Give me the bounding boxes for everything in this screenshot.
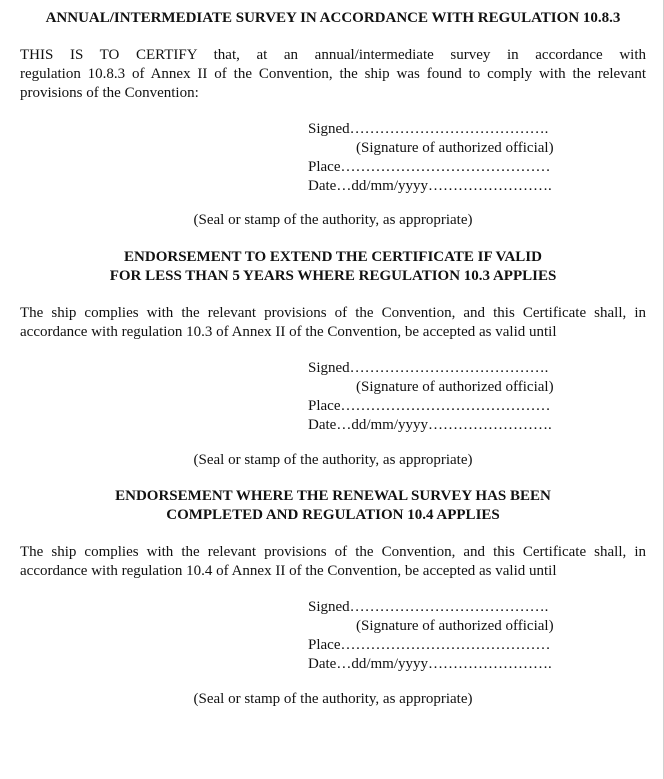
section-1-paragraph-line-1: THIS IS TO CERTIFY that, at an annual/intermediate survey in accordance with — [20, 47, 646, 63]
section-3-heading-line-1: ENDORSEMENT WHERE THE RENEWAL SURVEY HAS BEEN — [115, 488, 551, 504]
section-1-seal-note: (Seal or stamp of the authority, as appropriate) — [193, 212, 473, 228]
section-1-signature-note: (Signature of authorized official) — [356, 140, 554, 156]
section-3-date-line: Date…dd/mm/yyyy……………………. — [308, 656, 552, 672]
section-3-heading-line-2: COMPLETED AND REGULATION 10.4 APPLIES — [166, 507, 500, 523]
section-3-paragraph-line-2: accordance with regulation 10.4 of Annex II of the Convention, be accepted as valid until — [20, 563, 557, 579]
section-1-signature-block — [308, 120, 608, 196]
section-2-heading — [20, 248, 646, 286]
section-1-paragraph — [20, 46, 646, 103]
section-1-signed-line: Signed…………………………………. — [308, 121, 549, 137]
section-2-paragraph — [20, 304, 646, 342]
section-1-date-line: Date…dd/mm/yyyy……………………. — [308, 178, 552, 194]
section-2-signed-line: Signed…………………………………. — [308, 360, 549, 376]
section-2-paragraph-line-1: The ship complies with the relevant provisions of the Convention, and this Certificate shall, in — [20, 305, 646, 321]
section-2-signature-block — [308, 359, 608, 435]
section-2-date-line: Date…dd/mm/yyyy……………………. — [308, 417, 552, 433]
section-3-signed-line: Signed…………………………………. — [308, 599, 549, 615]
section-2-place-line: Place…………………………………… — [308, 398, 551, 414]
section-2-heading-line-2: FOR LESS THAN 5 YEARS WHERE REGULATION 10.3 APPLIES — [109, 268, 557, 284]
section-2-paragraph-line-2: accordance with regulation 10.3 of Annex II of the Convention, be accepted as valid until — [20, 324, 557, 340]
section-2-heading-line-1: ENDORSEMENT TO EXTEND THE CERTIFICATE IF VALID — [124, 249, 542, 265]
section-3-signature-note: (Signature of authorized official) — [356, 618, 554, 634]
section-1-heading — [20, 9, 646, 28]
section-3-signature-block — [308, 598, 608, 674]
section-2-seal-note: (Seal or stamp of the authority, as appropriate) — [193, 452, 473, 468]
section-3-paragraph — [20, 543, 646, 581]
section-1-paragraph-line-3: provisions of the Convention: — [20, 85, 199, 101]
section-3-paragraph-line-1: The ship complies with the relevant provisions of the Convention, and this Certificate shall, in — [20, 544, 646, 560]
section-1-paragraph-line-2: regulation 10.8.3 of Annex II of the Convention, the ship was found to comply with the relevant — [20, 66, 646, 82]
section-3-heading — [20, 487, 646, 525]
section-1-heading-line-1: ANNUAL/INTERMEDIATE SURVEY IN ACCORDANCE WITH REGULATION 10.8.3 — [45, 10, 621, 26]
section-3-place-line: Place…………………………………… — [308, 637, 551, 653]
section-2-signature-note: (Signature of authorized official) — [356, 379, 554, 395]
section-3-seal-note: (Seal or stamp of the authority, as appropriate) — [193, 691, 473, 707]
section-1-place-line: Place…………………………………… — [308, 159, 551, 175]
